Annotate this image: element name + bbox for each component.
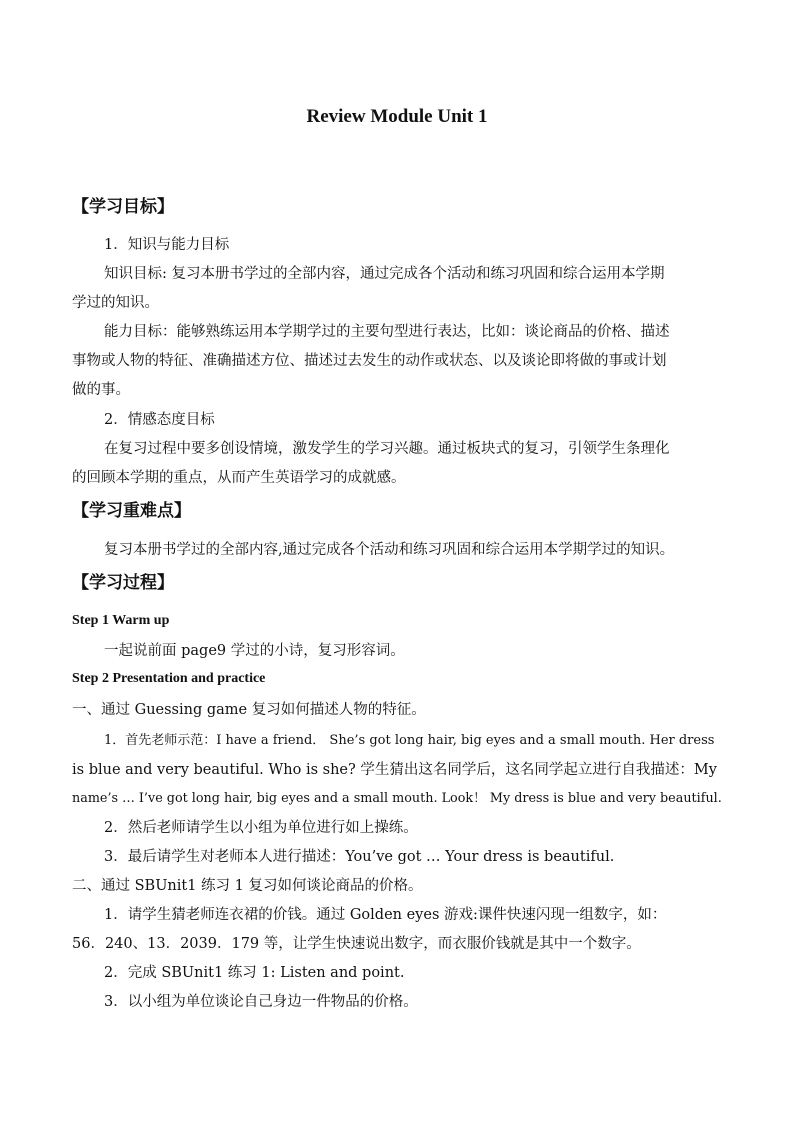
text-line: 一起说前面 page9 学过的小诗，复习形容词。: [104, 643, 405, 659]
step-heading-1: Step 1 Warm up: [72, 613, 170, 628]
text-line: 1．请学生猜老师连衣裙的价钱。通过 Golden eyes 游戏:课件快速闪现一组数字，如：: [104, 907, 667, 923]
text-line: 事物或人物的特征、准确描述方位、描述过去发生的动作或状态、以及谈论即将做的事或计划: [72, 353, 667, 369]
text-line: 做的事。: [72, 382, 130, 398]
text-line: 在复习过程中要多创设情境，激发学生的学习兴趣。通过板块式的复习，引领学生条理化: [104, 441, 670, 457]
text-line: 能力目标：能够熟练运用本学期学过的主要句型进行表达，比如：谈论商品的价格、描述: [104, 324, 670, 340]
heading-learning-goals: 【学习目标】: [72, 197, 174, 217]
text-line: 的回顾本学期的重点，从而产生英语学习的成就感。: [72, 470, 406, 486]
text-line: 56．240、13．2039．179 等，让学生快速说出数字，而衣服价钱就是其中一个数字。: [72, 936, 641, 952]
text-line: 学过的知识。: [72, 295, 159, 311]
step-heading-2: Step 2 Presentation and practice: [72, 671, 266, 686]
text-line: is blue and very beautiful. Who is she? 学生猜出这名同学后，这名同学起立进行自我描述：My: [72, 762, 717, 778]
goal-subheading-2: 2．情感态度目标: [104, 412, 215, 428]
text-line: 2．然后老师请学生以小组为单位进行如上操练。: [104, 820, 418, 836]
text-line: 知识目标: 复习本册书学过的全部内容，通过完成各个活动和练习巩固和综合运用本学期: [104, 266, 665, 282]
text-line: 2．完成 SBUnit1 练习 1: Listen and point.: [104, 965, 405, 981]
heading-key-points: 【学习重难点】: [72, 501, 191, 521]
text-line: 1．首先老师示范：I have a friend． She’s got long hair, big eyes and a small mouth. Her dress: [104, 733, 715, 748]
text-line: 3．最后请学生对老师本人进行描述：You’ve got … Your dress is beautiful.: [104, 849, 615, 865]
part-heading-2: 二、通过 SBUnit1 练习 1 复习如何谈论商品的价格。: [72, 878, 423, 894]
text-line: 复习本册书学过的全部内容,通过完成各个活动和练习巩固和综合运用本学期学过的知识。: [104, 542, 675, 558]
goal-subheading-1: 1．知识与能力目标: [104, 237, 230, 253]
heading-learning-process: 【学习过程】: [72, 573, 174, 593]
part-heading-1: 一、通过 Guessing game 复习如何描述人物的特征。: [72, 702, 426, 718]
text-line: 3．以小组为单位谈论自己身边一件物品的价格。: [104, 994, 418, 1010]
text-line: name’s … I’ve got long hair, big eyes and a small mouth. Look！ My dress is blue and very beautiful.: [72, 791, 722, 806]
page-title: Review Module Unit 1: [306, 106, 488, 127]
